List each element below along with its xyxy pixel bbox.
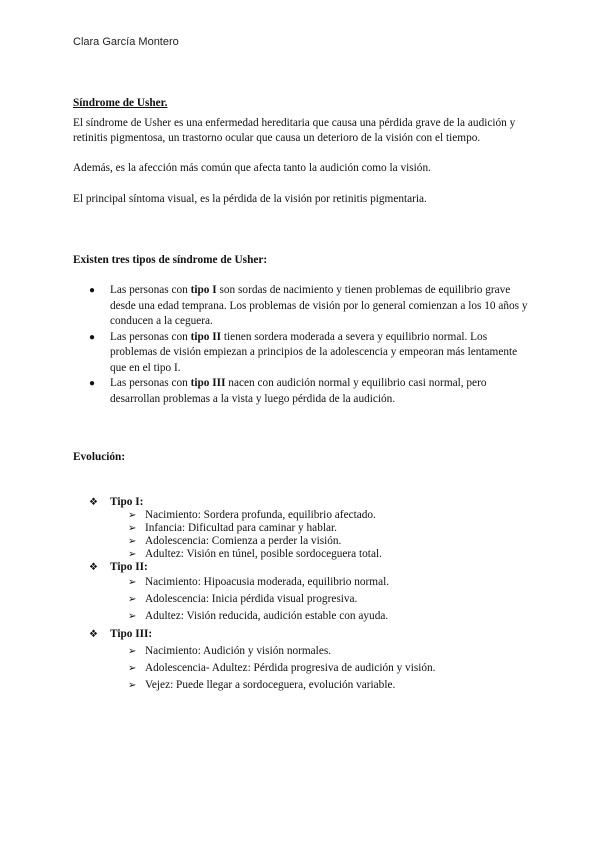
intro-paragraph: El síndrome de Usher es una enfermedad hereditaria que causa una pérdida grave de la audición y retinitis pigmentosa, un trastorno ocular que causa un deterioro de la visión con el tiempo. [73,117,516,145]
item-text-bold: tipo I [190,284,217,296]
list-item: ➢ Adolescencia: Inicia pérdida visual progresiva. [73,591,528,608]
list-item: ➢ Nacimiento: Hipoacusia moderada, equilibrio normal. [73,574,528,591]
item-text-pre: Las personas con [110,330,191,343]
list-item: ➢ Adolescencia: Comienza a perder la visión. [128,535,342,547]
author-header: Clara García Montero [73,36,179,48]
types-heading: Existen tres tipos de síndrome de Usher: [73,254,268,266]
evolution-heading: Evolución: [73,451,126,463]
arrow-bullet-icon: ➢ [128,646,137,657]
list-item: ➢ Infancia: Dificultad para caminar y hablar. [128,522,337,534]
arrow-bullet-icon: ➢ [128,510,137,521]
bullet-icon: ● [89,378,96,389]
list-item [73,283,528,330]
arrow-bullet-icon: ➢ [128,577,137,588]
list-item [73,330,528,377]
arrow-bullet-icon: ➢ [128,523,137,534]
intro-paragraph: Además, es la afección más común que afecta tanto la audición como la visión. [73,162,431,175]
list-item: ➢ Nacimiento: Audición y visión normales. [73,643,528,660]
diamond-bullet-icon: ❖ [89,629,98,640]
evolution-list [73,496,528,694]
list-item [73,376,528,407]
arrow-bullet-icon: ➢ [128,663,137,674]
arrow-bullet-icon: ➢ [128,536,137,547]
type-label: ❖ Tipo III: [89,628,153,640]
diamond-bullet-icon: ❖ [89,497,98,508]
arrow-bullet-icon: ➢ [128,549,137,560]
list-item: ➢ Nacimiento: Sordera profunda, equilibrio afectado. [128,509,376,521]
list-item: ➢ Vejez: Puede llegar a sordoceguera, evolución variable. [73,677,528,694]
type-label: ❖ Tipo II: [89,561,148,573]
diamond-bullet-icon: ❖ [89,562,98,573]
item-text-post: tienen sordera moderada a severa y equilibrio normal. Los problemas de visión empiezan a principios de la adolescencia y empeoran más lentamente que en el tipo I. [110,330,518,374]
item-text-post: son sordas de nacimiento y tienen problemas de equilibrio grave desde una edad temprana. Los problemas de visión por lo general comienzan a los 10 años y conducen a la ceguera. [110,284,528,327]
item-text-bold: tipo III [190,377,226,389]
bullet-icon: ● [89,331,96,343]
item-text-pre: Las personas con [110,284,191,296]
type-label: ❖ Tipo I: [89,496,144,508]
item-text-pre: Las personas con [110,377,191,389]
document-title: Síndrome de Usher. [73,97,168,109]
item-text-post: nacen con audición normal y equilibrio casi normal, pero desarrollan problemas a la vista y luego pérdida de la audición. [110,377,487,405]
intro-paragraph: El principal síntoma visual, es la pérdida de la visión por retinitis pigmentaria. [73,192,427,205]
list-item: ➢ Adultez: Visión reducida, audición estable con ayuda. [73,608,528,625]
arrow-bullet-icon: ➢ [128,594,137,605]
arrow-bullet-icon: ➢ [128,680,137,691]
item-text-bold: tipo II [190,330,222,343]
list-item: ➢ Adultez: Visión en túnel, posible sordoceguera total. [128,548,382,560]
types-list [73,283,528,407]
arrow-bullet-icon: ➢ [128,611,137,622]
intro-section [73,116,528,222]
bullet-icon: ● [89,285,96,296]
list-item: ➢ Adolescencia- Adultez: Pérdida progresiva de audición y visión. [73,660,528,677]
